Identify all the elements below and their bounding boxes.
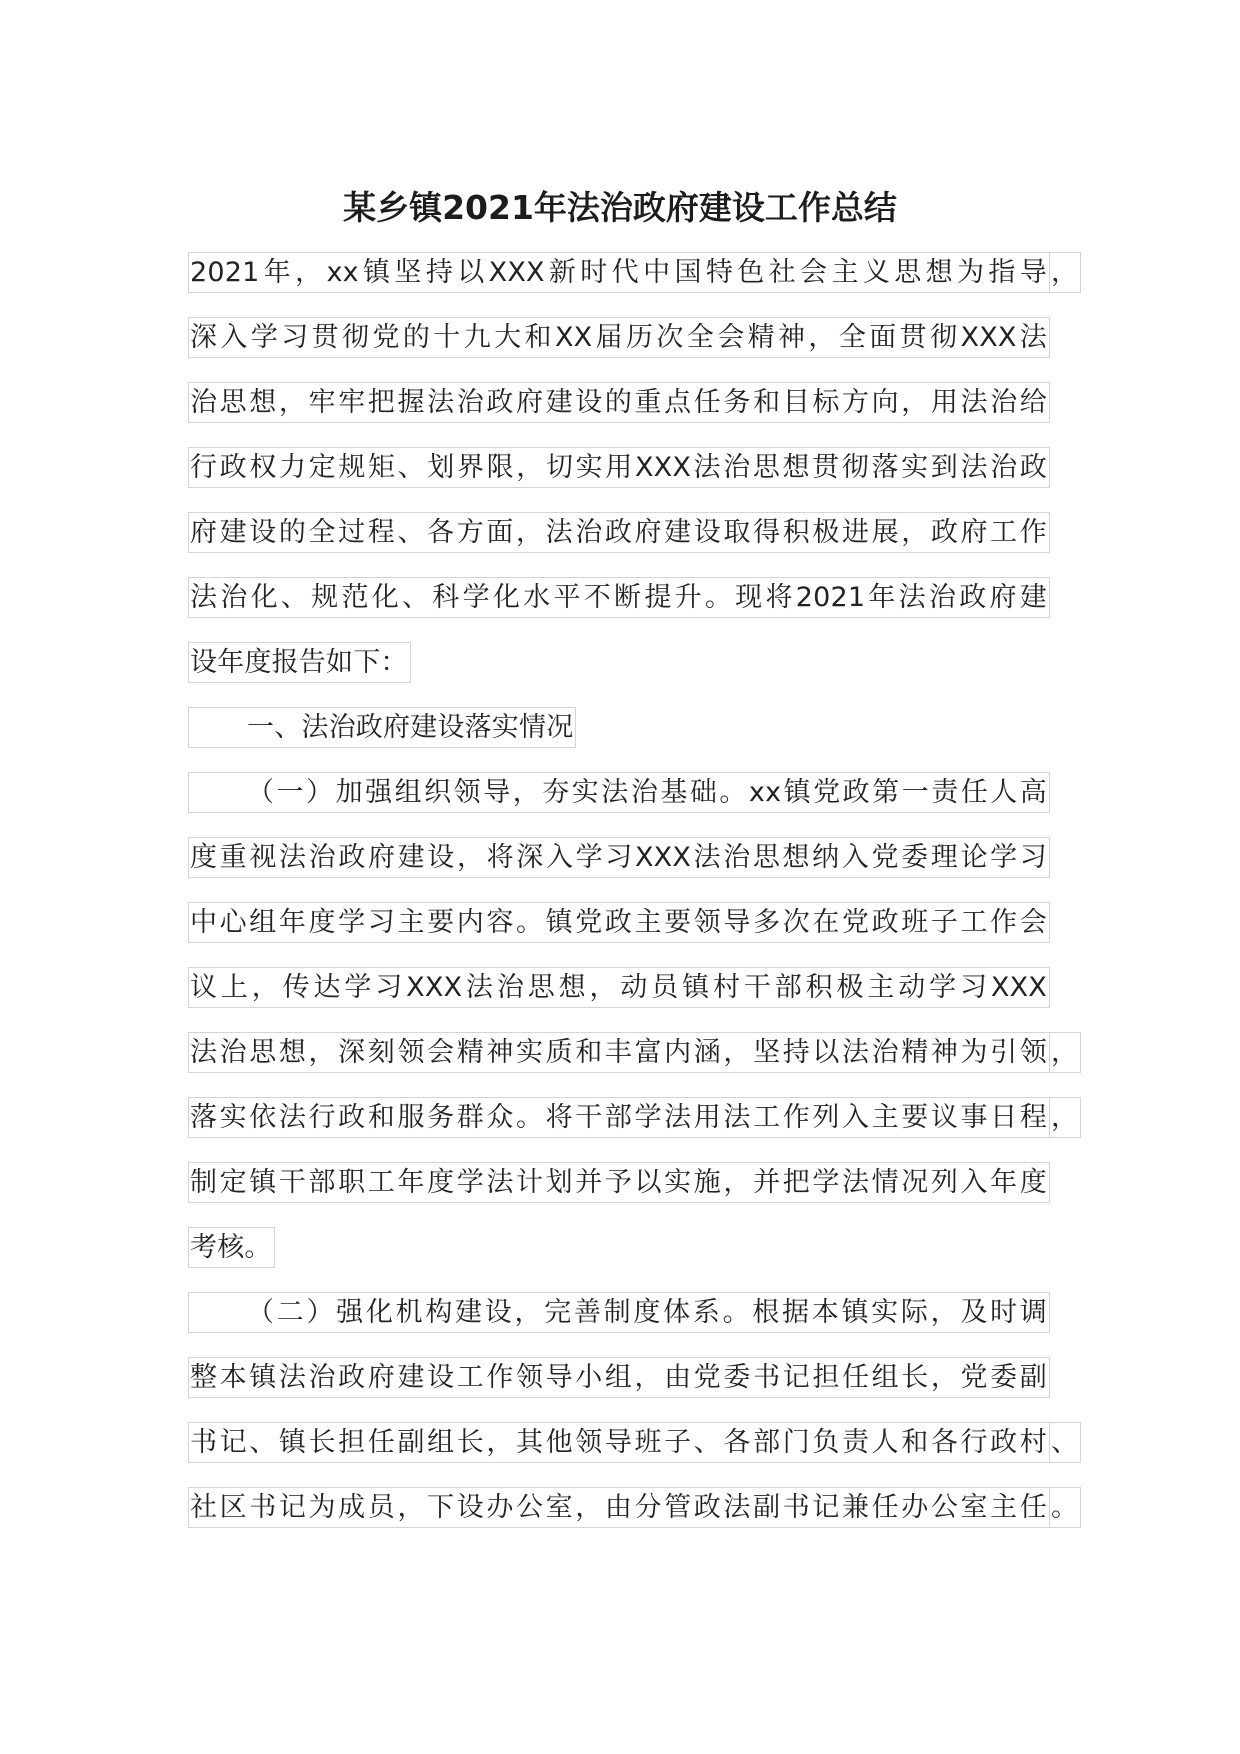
text-line — [188, 1162, 1081, 1227]
text-line — [188, 1292, 1081, 1357]
text-line — [188, 1097, 1081, 1162]
text-line — [188, 1227, 1081, 1292]
text-line — [188, 1487, 1081, 1552]
text-line-box: 书记、镇长担任副组长，其他领导班子、各部门负责人和各行政村 — [188, 1422, 1050, 1463]
text-line — [188, 1032, 1081, 1097]
document-title: 某乡镇2021年法治政府建设工作总结 — [343, 188, 897, 227]
text-line-box: 设年度报告如下： — [188, 642, 411, 683]
text-line-box: 议上，传达学习XXX法治思想，动员镇村干部积极主动学习XXX — [188, 967, 1050, 1008]
text-line — [188, 252, 1081, 317]
line-end-punctuation: ， — [1049, 1032, 1081, 1073]
text-line-box: 治思想，牢牢把握法治政府建设的重点任务和目标方向，用法治给 — [188, 382, 1050, 423]
document-body — [188, 252, 1081, 1552]
text-line — [188, 447, 1081, 512]
text-line-box: 社区书记为成员，下设办公室，由分管政法副书记兼任办公室主任 — [188, 1487, 1050, 1528]
text-line — [188, 772, 1081, 837]
text-line — [188, 642, 1081, 707]
text-line-box: 行政权力定规矩、划界限，切实用XXX法治思想贯彻落实到法治政 — [188, 447, 1050, 488]
text-line — [188, 707, 1081, 772]
text-line — [188, 1422, 1081, 1487]
line-end-punctuation: 、 — [1049, 1422, 1081, 1463]
text-line — [188, 837, 1081, 902]
text-line-box: 2021年，xx镇坚持以XXX新时代中国特色社会主义思想为指导 — [188, 252, 1050, 293]
text-line-box: 法治化、规范化、科学化水平不断提升。现将2021年法治政府建 — [188, 577, 1050, 618]
text-line — [188, 1357, 1081, 1422]
text-line-box: 考核。 — [188, 1227, 275, 1268]
line-end-punctuation: 。 — [1049, 1487, 1081, 1528]
text-line-box: 度重视法治政府建设，将深入学习XXX法治思想纳入党委理论学习 — [188, 837, 1050, 878]
line-end-punctuation: ， — [1049, 1097, 1081, 1138]
text-line-box: 一、法治政府建设落实情况 — [188, 707, 576, 748]
text-line-box: 法治思想，深刻领会精神实质和丰富内涵，坚持以法治精神为引领 — [188, 1032, 1050, 1073]
text-line — [188, 967, 1081, 1032]
line-end-punctuation: ， — [1049, 252, 1081, 293]
text-line-box: 制定镇干部职工年度学法计划并予以实施，并把学法情况列入年度 — [188, 1162, 1050, 1203]
text-line — [188, 317, 1081, 382]
text-line-box: 深入学习贯彻党的十九大和XX届历次全会精神，全面贯彻XXX法 — [188, 317, 1050, 358]
text-line-box: （二）强化机构建设，完善制度体系。根据本镇实际，及时调 — [188, 1292, 1050, 1333]
text-line — [188, 382, 1081, 447]
text-line — [188, 577, 1081, 642]
text-line — [188, 902, 1081, 967]
text-line-box: 落实依法行政和服务群众。将干部学法用法工作列入主要议事日程 — [188, 1097, 1050, 1138]
text-line — [188, 512, 1081, 577]
text-line-box: 中心组年度学习主要内容。镇党政主要领导多次在党政班子工作会 — [188, 902, 1050, 943]
text-line-box: （一）加强组织领导，夯实法治基础。xx镇党政第一责任人高 — [188, 772, 1050, 813]
text-line-box: 整本镇法治政府建设工作领导小组，由党委书记担任组长，党委副 — [188, 1357, 1050, 1398]
text-line-box: 府建设的全过程、各方面，法治政府建设取得积极进展，政府工作 — [188, 512, 1050, 553]
